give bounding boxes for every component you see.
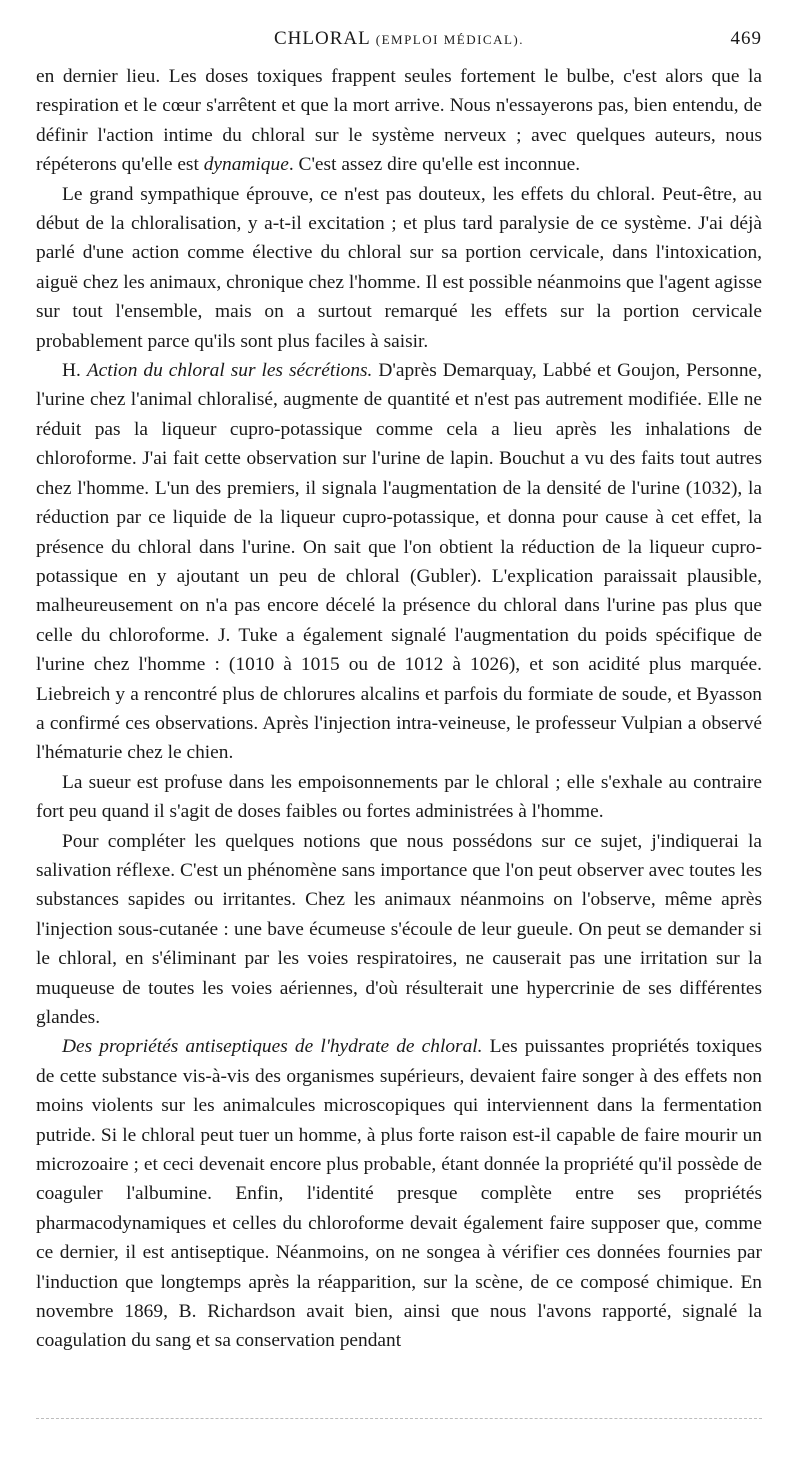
paragraph [36, 827, 762, 1033]
text-run: Pour compléter les quelques notions que nous possédons sur ce sujet, j'indiquerai la salivation réflexe. C'est un phénomène sans importance que l'on peut observer avec toutes les substances sapides ou irritantes. Chez les animaux néanmoins on l'observe, même après l'injection sous-cutanée : une bave écumeuse s'écoule de leur gueule. On peut se demander si le chloral, en s'éliminant par les voies respiratoires, ne causerait pas une irritation sur la muqueuse de toutes les voies aériennes, d'où résulterait une hypercrinie de ses différentes glandes. [36, 830, 762, 1028]
text-run: Le grand sympathique éprouve, ce n'est pas douteux, les effets du chloral. Peut-être, au début de la chloralisation, y a-t-il excitation ; et plus tard paralysie de ce système. J'ai déjà parlé d'une action comme élective du chloral sur sa portion cervicale, dans l'intoxication, aiguë chez les animaux, chronique chez l'homme. Il est possible néanmoins que l'agent agisse sur tout l'ensemble, mais on a surtout remarqué les effets sur la portion cervicale probablement parce qu'ils sont plus faciles à saisir. [36, 183, 762, 352]
paragraph [36, 768, 762, 827]
running-head [36, 28, 762, 58]
text-run: . C'est assez dire qu'elle est inconnue. [288, 154, 581, 176]
body-text [36, 62, 762, 1356]
text-run: D'après Demarquay, Labbé et Goujon, Personne, l'urine chez l'animal chloralisé, augmente de quantité et n'est pas autrement modifiée. Elle ne réduit pas la liqueur cupro-potassique comme cela a lieu après les inhalations de chloroforme. J'ai fait cette observation sur l'urine de lapin. Bouchut a vu des faits tout autres chez l'homme. L'un des premiers, il signala l'augmentation de la densité de l'urine (1032), la réduction par ce liquide de la liqueur cupro-potassique, et donna pour cause à cet effet, la présence du chloral dans l'urine. On sait que l'on obtient la réduction de la liqueur cupro-potassique en y ajoutant un peu de chloral (Gubler). L'explication paraissait plausible, malheureusement on n'a pas encore décelé la présence du chloral dans l'urine pas plus que celle du chloroforme. J. Tuke a également signalé l'augmentation du poids spécifique de l'urine chez l'homme : (1010 à 1015 ou de 1012 à 1026), et son acidité plus marquée. Liebreich y a rencontré plus de chlorures alcalins et parfois du formiate de soude, et Byasson a confirmé ces observations. Après l'injection intra-veineuse, le professeur Vulpian a observé l'hématurie chez le chien. [36, 360, 762, 764]
page-number: 469 [730, 28, 762, 49]
paragraph [36, 356, 762, 768]
paragraph [36, 62, 762, 180]
paragraph [36, 180, 762, 356]
text-run: La sueur est profuse dans les empoisonnements par le chloral ; elle s'exhale au contraire fort peu quand il s'agit de doses faibles ou fortes administrées à l'homme. [36, 771, 762, 823]
text-run: H. [62, 360, 87, 382]
paragraph [36, 1032, 762, 1355]
bottom-rule [36, 1418, 762, 1419]
running-title-sub: (EMPLOI MÉDICAL). [375, 32, 525, 47]
italic-text: Action du chloral sur les sécrétions. [86, 360, 373, 382]
italic-text: Des propriétés antiseptiques de l'hydrate de chloral. [62, 1036, 483, 1058]
running-title-main: CHLORAL [273, 28, 370, 49]
italic-text: dynamique [203, 154, 289, 176]
text-run: Les puissantes propriétés toxiques de cette substance vis-à-vis des organismes supérieurs, devaient faire songer à des effets non moins violents sur les animalcules microscopiques qui interviennent dans la fermentation putride. Si le chloral peut tuer un homme, à plus forte raison est-il capable de faire mourir un microzoaire ; et ceci devenait encore plus probable, étant donnée la propriété qu'il possède de coaguler l'albumine. Enfin, l'identité presque complète entre ses propriétés pharmacodynamiques et celles du chloroforme devait également faire supposer que, comme ce dernier, il est antiseptique. Néanmoins, on ne songea à vérifier ces données fournies par l'induction que longtemps après la réapparition, sur la scène, de ce composé chimique. En novembre 1869, B. Richardson avait bien, ainsi que nous l'avons rapporté, signalé la coagulation du sang et sa conservation pendant [36, 1036, 763, 1352]
running-title [36, 28, 762, 50]
text-run: en dernier lieu. Les doses toxiques frappent seules fortement le bulbe, c'est alors que la respiration et le cœur s'arrêtent et que la mort arrive. Nous n'essayerons pas, bien entendu, de définir l'action intime du chloral sur le système nerveux ; avec quelques auteurs, nous répéterons qu'elle est [36, 66, 762, 176]
